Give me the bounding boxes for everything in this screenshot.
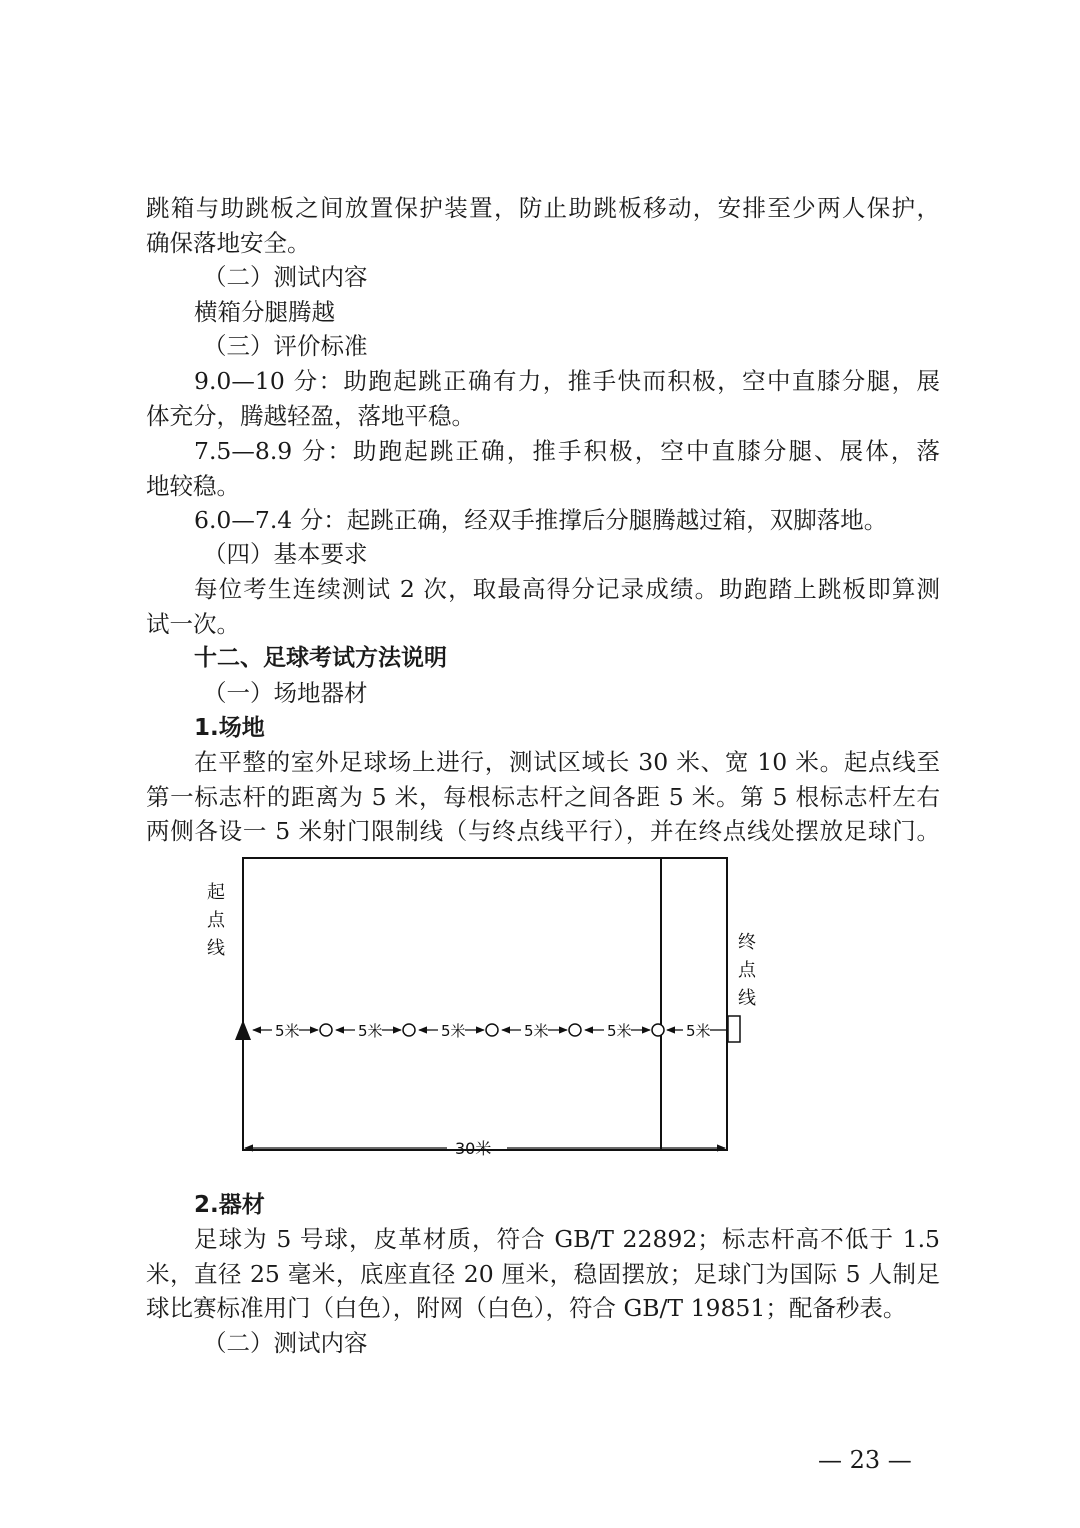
text-line-6: 9.0—10 分：助跑起跳正确有力，推手快而积极，空中直膝分腿，展 bbox=[194, 367, 940, 395]
start-marker-triangle bbox=[235, 1020, 251, 1040]
chapter-heading-football: 十二、足球考试方法说明 bbox=[194, 645, 447, 671]
text-line-1: 跳箱与助跳板之间放置保护装置，防止助跳板移动，安排至少两人保护， bbox=[146, 194, 940, 222]
start-line-label-2: 点 bbox=[207, 910, 225, 931]
marker-pole-5 bbox=[652, 1024, 664, 1036]
marker-pole-2 bbox=[403, 1024, 415, 1036]
segment-label-6: 5米 bbox=[686, 1022, 711, 1040]
segment-label-2: 5米 bbox=[358, 1022, 383, 1040]
text-line-13: 试一次。 bbox=[146, 610, 240, 638]
total-length-label: 30米 bbox=[455, 1139, 492, 1158]
football-field-diagram bbox=[195, 850, 765, 1170]
section-heading-test-content-2: （二）测试内容 bbox=[203, 1329, 368, 1357]
text-line-22: 米，直径 25 毫米，底座直径 20 厘米，稳固摆放；足球门为国际 5 人制足 bbox=[146, 1260, 940, 1288]
text-line-2: 确保落地安全。 bbox=[146, 229, 311, 257]
text-line-9: 地较稳。 bbox=[146, 472, 240, 500]
section-heading-evaluation: （三）评价标准 bbox=[203, 332, 368, 360]
text-line-4: 横箱分腿腾越 bbox=[194, 298, 335, 326]
text-line-12: 每位考生连续测试 2 次，取最高得分记录成绩。助跑踏上跳板即算测 bbox=[194, 575, 940, 603]
marker-pole-3 bbox=[486, 1024, 498, 1036]
text-line-10: 6.0—7.4 分：起跳正确，经双手推撑后分腿腾越过箱，双脚落地。 bbox=[194, 506, 888, 534]
text-line-23: 球比赛标准用门（白色），附网（白色），符合 GB/T 19851；配备秒表。 bbox=[146, 1294, 907, 1322]
goal-marker bbox=[728, 1016, 740, 1042]
field-boundary bbox=[243, 858, 727, 1150]
text-line-19: 两侧各设一 5 米射门限制线（与终点线平行），并在终点线处摆放足球门。 bbox=[146, 817, 940, 845]
text-line-21: 足球为 5 号球，皮革材质，符合 GB/T 22892；标志杆高不低于 1.5 bbox=[194, 1225, 940, 1253]
section-heading-test-content: （二）测试内容 bbox=[203, 263, 368, 291]
segment-label-4: 5米 bbox=[524, 1022, 549, 1040]
end-line-label-3: 线 bbox=[738, 988, 756, 1009]
marker-pole-1 bbox=[320, 1024, 332, 1036]
end-line-label-1: 终 bbox=[738, 932, 756, 953]
section-heading-requirements: （四）基本要求 bbox=[203, 540, 368, 568]
marker-pole-4 bbox=[569, 1024, 581, 1036]
text-line-18: 第一标志杆的距离为 5 米，每根标志杆之间各距 5 米。第 5 根标志杆左右 bbox=[146, 783, 940, 811]
subheading-venue: 1.场地 bbox=[194, 715, 265, 741]
start-line-label-1: 起 bbox=[207, 882, 225, 903]
page-number: — 23 — bbox=[818, 1446, 912, 1474]
end-line-label-2: 点 bbox=[738, 960, 756, 981]
segment-label-5: 5米 bbox=[607, 1022, 632, 1040]
text-line-17: 在平整的室外足球场上进行，测试区域长 30 米、宽 10 米。起点线至 bbox=[194, 748, 940, 776]
text-line-7: 体充分，腾越轻盈，落地平稳。 bbox=[146, 402, 475, 430]
text-line-8: 7.5—8.9 分：助跑起跳正确，推手积极，空中直膝分腿、展体，落 bbox=[194, 437, 940, 465]
segment-label-3: 5米 bbox=[441, 1022, 466, 1040]
start-line-label-3: 线 bbox=[207, 938, 225, 959]
segment-label-1: 5米 bbox=[275, 1022, 300, 1040]
subheading-equipment: 2.器材 bbox=[194, 1192, 265, 1218]
section-heading-venue-equipment: （一）场地器材 bbox=[203, 679, 368, 707]
